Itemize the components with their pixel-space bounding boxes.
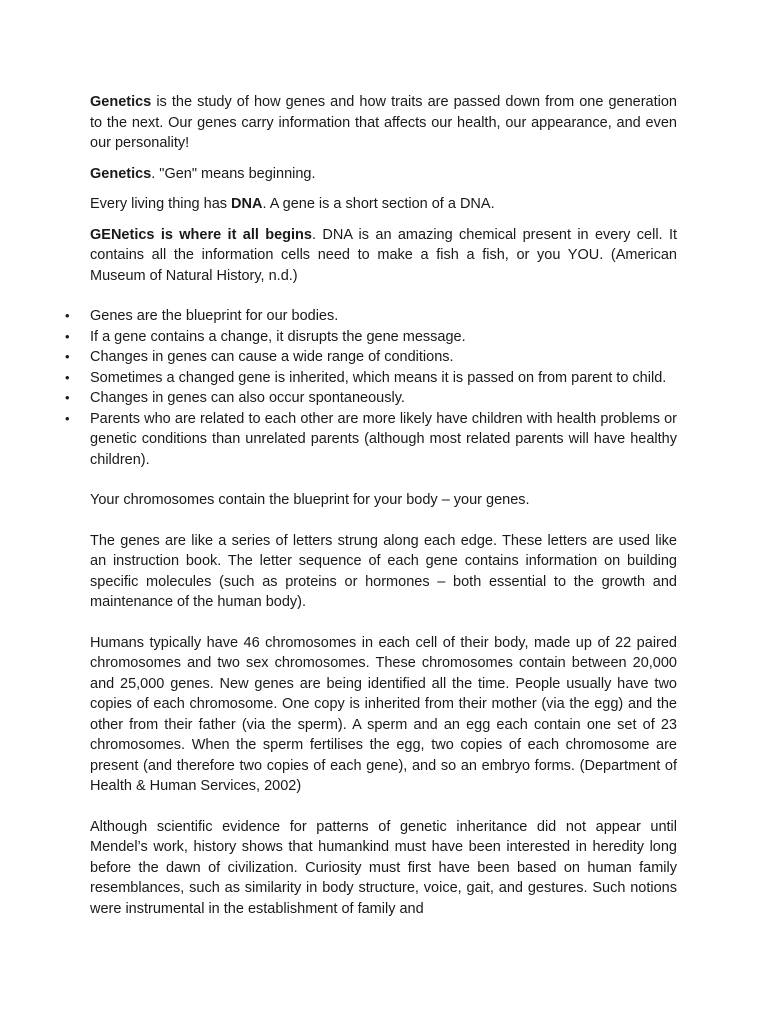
list-item-text: If a gene contains a change, it disrupts the gene message. [90, 328, 466, 345]
bullet-list [65, 306, 677, 470]
list-item-text: Sometimes a changed gene is inherited, which means it is passed on from parent to child. [90, 369, 667, 386]
list-item [65, 306, 677, 327]
list-item [65, 388, 677, 409]
bullet-icon: • [65, 308, 70, 323]
paragraph-humans-chromosomes: Humans typically have 46 chromosomes in each cell of their body, made up of 22 paired chromosomes and two sex chromosomes. These chromosomes contain between 20,000 and 25,000 genes. New genes are being identified all the time. People usually have two copies of each chromosome. One copy is inherited from their mother (via the egg) and the other from their father (via the sperm). A sperm and an egg each contain one set of 23 chromosomes. When the sperm fertilises the egg, two copies of each chromosome are present (and therefore two copies of each gene), and so an embryo forms. (Department of Health & Human Services, 2002) [90, 634, 677, 794]
term-genetics: Genetics [90, 94, 152, 110]
list-item-text: Changes in genes can cause a wide range of conditions. [90, 349, 454, 365]
bullet-icon: • [65, 390, 70, 405]
bullet-icon: • [65, 369, 70, 385]
paragraph-chromosomes-blueprint: Your chromosomes contain the blueprint for your body – your genes. [90, 492, 530, 508]
list-item-text: Genes are the blueprint for our bodies. [90, 308, 339, 324]
list-item-text: Parents who are related to each other are more likely have children with health problems or genetic conditions than unrelated parents (although most related parents will have healthy children). [90, 410, 677, 468]
bullet-icon: • [65, 328, 70, 344]
bullet-icon: • [65, 410, 70, 426]
list-item [65, 347, 677, 368]
list-item [65, 368, 677, 389]
paragraph-text: Every living thing has [90, 196, 232, 212]
list-item [65, 409, 677, 471]
term-genetics: Genetics [90, 165, 152, 182]
paragraph-genetics-begins [90, 225, 677, 287]
paragraph-gen-meaning [90, 164, 677, 185]
paragraph-text: . DNA is an amazing chemical present in every cell. It contains all the information cells need to make a fish a fish, or you YOU. (American Museum of Natural History, n.d.) [90, 226, 677, 284]
paragraph-dna [90, 194, 677, 215]
term-genetics-begins: GENetics is where it all begins [90, 226, 312, 243]
bullet-icon: • [65, 349, 70, 364]
list-item-text: Changes in genes can also occur spontaneously. [90, 390, 405, 406]
document-page [65, 92, 677, 929]
paragraph-text: . A gene is a short section of a DNA. [262, 196, 495, 212]
paragraph-genes-letters: The genes are like a series of letters strung along each edge. These letters are used like an instruction book. The letter sequence of each gene contains information on building specific molecules (such as proteins or hormones – both essential to the growth and maintenance of the human body). [90, 532, 677, 610]
paragraph-history-heredity: Although scientific evidence for patterns of genetic inheritance did not appear until Mendel’s work, history shows that humankind must have been interested in heredity long before the dawn of civilization. Curiosity must first have been based on human family resemblances, such as similarity in body structure, voice, gait, and gestures. Such notions were instrumental in the establishment of family and [90, 818, 677, 917]
paragraph-text: . "Gen" means beginning. [151, 165, 316, 182]
list-item [65, 327, 677, 348]
term-dna: DNA [231, 196, 263, 212]
paragraph-genetics-definition [90, 92, 677, 154]
paragraph-text: is the study of how genes and how traits are passed down from one generation to the next. Our genes carry information that affects our health, our appearance, and even our personality! [90, 94, 677, 151]
